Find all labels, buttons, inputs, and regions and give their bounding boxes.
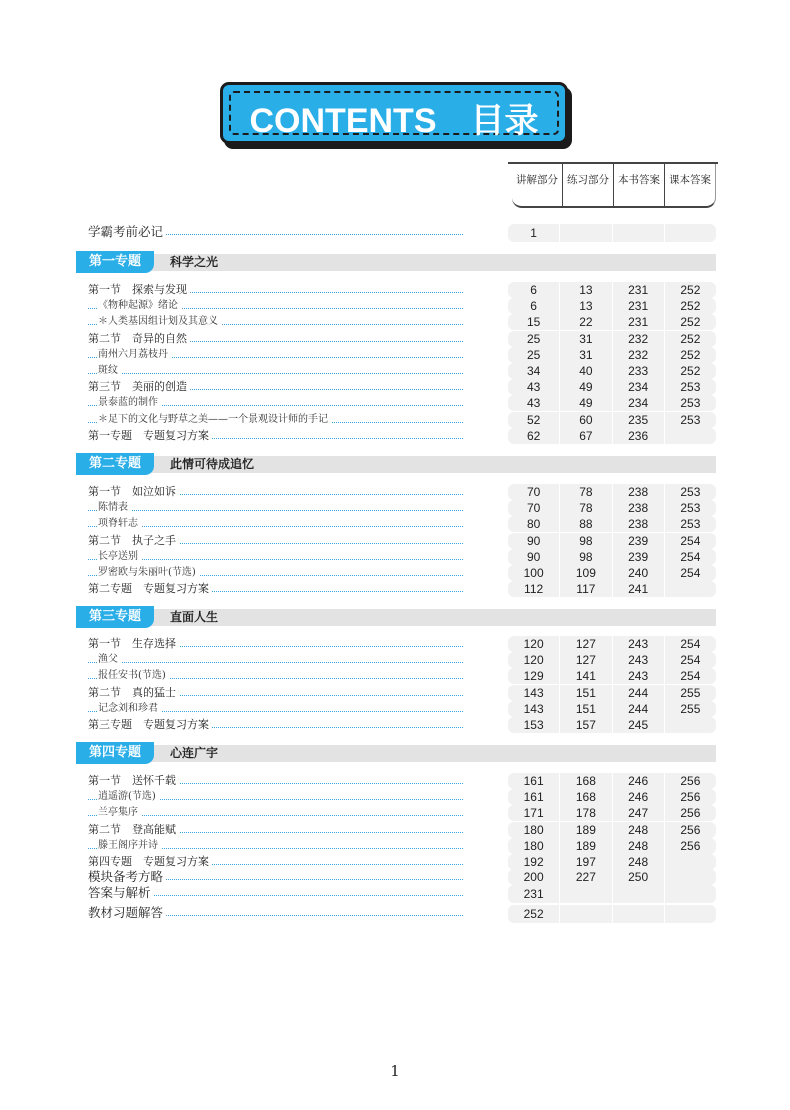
- practice-page: 13: [559, 298, 611, 314]
- toc-entry-label: 学霸考前必记: [88, 224, 166, 240]
- explain-page: 192: [523, 855, 544, 869]
- toc-entry-label: 第二节 奇异的自然: [88, 331, 190, 347]
- book-answer-page: 248: [612, 854, 664, 870]
- practice-page: 31: [559, 347, 611, 363]
- book-answer-page: 234: [612, 379, 664, 395]
- toc-entry-label: 南州六月荔枝丹: [98, 347, 171, 363]
- book-answer-page: 246: [612, 789, 664, 805]
- unit-tag: 第一专题: [76, 251, 154, 273]
- textbook-answer-page: [664, 869, 716, 885]
- toc-row[interactable]: [88, 854, 716, 870]
- textbook-answer-page: [664, 885, 716, 903]
- book-answer-page: 248: [612, 838, 664, 854]
- toc-entry-label: 第一节 如泣如诉: [88, 484, 179, 500]
- explain-page: 120: [523, 653, 544, 667]
- page-number-cells: [508, 885, 716, 903]
- practice-page: 40: [559, 363, 611, 379]
- toc-entry-label: 长亭送别: [98, 549, 141, 565]
- textbook-answer-page: 254: [664, 549, 716, 565]
- book-answer-page: 234: [612, 395, 664, 411]
- explain-page: 25: [526, 332, 541, 346]
- practice-page: 78: [559, 484, 611, 500]
- textbook-answer-page: 256: [664, 773, 716, 789]
- explain-page: 252: [523, 907, 544, 921]
- explain-page: 143: [523, 686, 544, 700]
- book-answer-page: [612, 224, 664, 242]
- practice-page: 178: [559, 805, 611, 821]
- toc-row[interactable]: [88, 789, 716, 805]
- explain-page: 231: [523, 887, 544, 901]
- toc-entry-label: 景泰蓝的制作: [98, 395, 161, 411]
- toc-row[interactable]: [88, 636, 716, 652]
- column-headers: [512, 164, 716, 208]
- page-number-cells: [508, 282, 716, 298]
- practice-page: 22: [559, 314, 611, 330]
- page-number-cells: [508, 701, 716, 717]
- practice-page: 151: [559, 685, 611, 701]
- page-number-cells: [508, 224, 716, 242]
- textbook-answer-page: 255: [664, 685, 716, 701]
- textbook-answer-page: [664, 428, 716, 444]
- toc-row[interactable]: [88, 581, 716, 597]
- explain-page: 52: [526, 413, 541, 427]
- explain-page: 200: [523, 870, 544, 884]
- page-number-cells: [508, 805, 716, 821]
- explain-page: 161: [523, 790, 544, 804]
- toc-row[interactable]: [88, 822, 716, 838]
- textbook-answer-page: 256: [664, 805, 716, 821]
- toc-row[interactable]: [88, 905, 716, 923]
- textbook-answer-page: 253: [664, 395, 716, 411]
- book-answer-page: 232: [612, 347, 664, 363]
- leader-dots: [88, 662, 463, 663]
- col-header-textbook-answer: 课本答案: [664, 164, 715, 206]
- book-answer-page: 235: [612, 412, 664, 428]
- toc-entry-label: 答案与解析: [88, 885, 154, 901]
- textbook-answer-page: [664, 224, 716, 242]
- unit-tag: 第四专题: [76, 742, 154, 764]
- textbook-answer-page: 252: [664, 363, 716, 379]
- textbook-answer-page: 253: [664, 484, 716, 500]
- textbook-answer-page: 255: [664, 701, 716, 717]
- textbook-answer-page: 254: [664, 565, 716, 581]
- book-answer-page: 238: [612, 500, 664, 516]
- book-answer-page: 243: [612, 636, 664, 652]
- practice-page: 227: [559, 869, 611, 885]
- toc-row[interactable]: [88, 224, 716, 242]
- page-number-cells: [508, 395, 716, 411]
- book-answer-page: 238: [612, 516, 664, 532]
- practice-page: 141: [559, 668, 611, 684]
- toc-row[interactable]: [88, 668, 716, 684]
- toc-row[interactable]: [88, 885, 716, 903]
- page-title: [223, 93, 565, 142]
- explain-page: 143: [523, 702, 544, 716]
- practice-page: [559, 224, 611, 242]
- textbook-answer-page: 254: [664, 533, 716, 549]
- toc-entry-label: 第一节 送怀千载: [88, 773, 179, 789]
- toc-row[interactable]: [88, 282, 716, 298]
- practice-page: 168: [559, 789, 611, 805]
- unit-title: 心连广宇: [170, 746, 219, 760]
- practice-page: 189: [559, 822, 611, 838]
- page-number-cells: [508, 869, 716, 885]
- textbook-answer-page: 254: [664, 636, 716, 652]
- toc-entry-label: 报任安书(节选): [98, 668, 169, 684]
- explain-page: 180: [523, 839, 544, 853]
- page-number-cells: [508, 379, 716, 395]
- page-number-cells: [508, 516, 716, 532]
- book-answer-page: 241: [612, 581, 664, 597]
- textbook-answer-page: 256: [664, 822, 716, 838]
- explain-page: 1: [530, 226, 537, 240]
- textbook-answer-page: 253: [664, 516, 716, 532]
- page-number-cells: [508, 581, 716, 597]
- textbook-answer-page: 253: [664, 500, 716, 516]
- textbook-answer-page: [664, 854, 716, 870]
- practice-page: 117: [559, 581, 611, 597]
- toc-entry-label: 第二节 登高能赋: [88, 822, 179, 838]
- explain-page: 90: [526, 534, 541, 548]
- toc-entry-label: 第三节 美丽的创造: [88, 379, 190, 395]
- toc-row[interactable]: [88, 395, 716, 411]
- practice-page: 67: [559, 428, 611, 444]
- textbook-answer-page: 254: [664, 668, 716, 684]
- explain-page: 6: [530, 283, 537, 297]
- explain-page: 70: [526, 485, 541, 499]
- page-number-cells: [508, 773, 716, 789]
- book-answer-page: 250: [612, 869, 664, 885]
- book-answer-page: [612, 905, 664, 923]
- explain-page: 80: [526, 517, 541, 531]
- practice-page: 98: [559, 549, 611, 565]
- toc-entry-label: 罗密欧与朱丽叶(节选): [98, 565, 199, 581]
- toc-entry-label: ＊足下的文化与野草之美——一个景观设计师的手记: [98, 412, 331, 428]
- textbook-answer-page: 252: [664, 347, 716, 363]
- textbook-answer-page: 256: [664, 789, 716, 805]
- book-answer-page: 238: [612, 484, 664, 500]
- page-number-cells: [508, 822, 716, 838]
- book-answer-page: 244: [612, 685, 664, 701]
- practice-page: 49: [559, 395, 611, 411]
- explain-page: 34: [526, 364, 541, 378]
- explain-page: 90: [526, 550, 541, 564]
- toc-entry-label: 第二节 执子之手: [88, 533, 179, 549]
- textbook-answer-page: 256: [664, 838, 716, 854]
- explain-page: 43: [526, 396, 541, 410]
- toc-entry-label: 渔父: [98, 652, 121, 668]
- page-number-cells: [508, 549, 716, 565]
- textbook-answer-page: 252: [664, 298, 716, 314]
- practice-page: [559, 885, 611, 903]
- toc-entry-label: 第一节 生存选择: [88, 636, 179, 652]
- book-answer-page: 244: [612, 701, 664, 717]
- page-number-cells: [508, 789, 716, 805]
- explain-page: 43: [526, 380, 541, 394]
- textbook-answer-page: [664, 717, 716, 733]
- practice-page: 151: [559, 701, 611, 717]
- explain-page: 171: [523, 806, 544, 820]
- page-number-cells: [508, 314, 716, 330]
- textbook-answer-page: 252: [664, 282, 716, 298]
- explain-page: 25: [526, 348, 541, 362]
- page-number-cells: [508, 636, 716, 652]
- toc-entry-label: 《物种起源》绪论: [98, 298, 181, 314]
- page-number-cells: [508, 298, 716, 314]
- toc-row[interactable]: [88, 379, 716, 395]
- toc-entry-label: 第一专题 专题复习方案: [88, 428, 212, 444]
- book-answer-page: 247: [612, 805, 664, 821]
- page-number-cells: [508, 685, 716, 701]
- toc-row[interactable]: [88, 533, 716, 549]
- practice-page: 31: [559, 331, 611, 347]
- book-answer-page: 231: [612, 282, 664, 298]
- book-answer-page: 246: [612, 773, 664, 789]
- page-number-cells: [508, 905, 716, 923]
- page-number-cells: [508, 484, 716, 500]
- unit-title: 此情可待成追忆: [170, 457, 255, 471]
- title-cn: 目录: [470, 102, 539, 140]
- textbook-answer-page: 252: [664, 331, 716, 347]
- toc-entry-label: 教材习题解答: [88, 905, 166, 921]
- book-answer-page: 248: [612, 822, 664, 838]
- page-number-cells: [508, 363, 716, 379]
- toc-row[interactable]: [88, 298, 716, 314]
- unit-tag: 第二专题: [76, 453, 154, 475]
- textbook-answer-page: [664, 581, 716, 597]
- toc-row[interactable]: [88, 347, 716, 363]
- toc-row[interactable]: [88, 331, 716, 347]
- toc-entry-label: 模块备考方略: [88, 869, 166, 885]
- practice-page: 127: [559, 652, 611, 668]
- toc-entry-label: 斑纹: [98, 363, 121, 379]
- book-answer-page: 239: [612, 533, 664, 549]
- toc-entry-label: 第二专题 专题复习方案: [88, 581, 212, 597]
- unit-title: 直面人生: [170, 610, 219, 624]
- toc-row[interactable]: [88, 652, 716, 668]
- toc-entry-label: 陈情表: [98, 500, 131, 516]
- book-answer-page: 232: [612, 331, 664, 347]
- unit-banner: [76, 606, 716, 628]
- toc-row[interactable]: [88, 869, 716, 885]
- practice-page: 157: [559, 717, 611, 733]
- practice-page: 78: [559, 500, 611, 516]
- unit-banner: [76, 251, 716, 273]
- unit-title: 科学之光: [170, 255, 219, 269]
- page-number-cells: [508, 838, 716, 854]
- explain-page: 112: [524, 582, 544, 596]
- page-number-cells: [508, 428, 716, 444]
- toc-row[interactable]: [88, 838, 716, 854]
- toc-row[interactable]: [88, 805, 716, 821]
- book-answer-page: 240: [612, 565, 664, 581]
- toc-row[interactable]: [88, 516, 716, 532]
- book-answer-page: 245: [612, 717, 664, 733]
- unit-banner: [76, 453, 716, 475]
- explain-page: 120: [523, 637, 544, 651]
- leader-dots: [88, 373, 463, 374]
- practice-page: 13: [559, 282, 611, 298]
- book-answer-page: 231: [612, 298, 664, 314]
- textbook-answer-page: 253: [664, 379, 716, 395]
- textbook-answer-page: 253: [664, 412, 716, 428]
- practice-page: 189: [559, 838, 611, 854]
- page-number-cells: [508, 500, 716, 516]
- book-answer-page: [612, 885, 664, 903]
- toc-row[interactable]: [88, 428, 716, 444]
- page-number-cells: [508, 412, 716, 428]
- explain-page: 129: [523, 669, 544, 683]
- book-answer-page: 233: [612, 363, 664, 379]
- contents-title-box: [220, 82, 568, 144]
- textbook-answer-page: 252: [664, 314, 716, 330]
- toc-row[interactable]: [88, 717, 716, 733]
- col-header-practice: 练习部分: [562, 164, 613, 206]
- toc-row[interactable]: [88, 363, 716, 379]
- page-number-cells: [508, 565, 716, 581]
- unit-banner: [76, 742, 716, 764]
- practice-page: 98: [559, 533, 611, 549]
- toc-entry-label: 兰亭集序: [98, 805, 141, 821]
- practice-page: [559, 905, 611, 923]
- toc-entry-label: ＊人类基因组计划及其意义: [98, 314, 221, 330]
- toc-row[interactable]: [88, 484, 716, 500]
- book-answer-page: 239: [612, 549, 664, 565]
- leader-dots: [88, 526, 463, 527]
- toc-row[interactable]: [88, 701, 716, 717]
- textbook-answer-page: 254: [664, 652, 716, 668]
- practice-page: 60: [559, 412, 611, 428]
- toc-entry-label: 第三专题 专题复习方案: [88, 717, 212, 733]
- book-answer-page: 231: [612, 314, 664, 330]
- toc-entry-label: 项脊轩志: [98, 516, 141, 532]
- practice-page: 197: [559, 854, 611, 870]
- toc-entry-label: 第二节 真的猛士: [88, 685, 179, 701]
- leader-dots: [88, 510, 463, 511]
- page-number-cells: [508, 652, 716, 668]
- explain-page: 6: [530, 299, 537, 313]
- leader-dots: [88, 559, 463, 560]
- explain-page: 180: [523, 823, 544, 837]
- page-number-cells: [508, 347, 716, 363]
- col-header-explain: 讲解部分: [516, 174, 558, 186]
- toc-entry-label: 第四专题 专题复习方案: [88, 854, 212, 870]
- unit-tag: 第三专题: [76, 606, 154, 628]
- toc-entry-label: 滕王阁序并诗: [98, 838, 161, 854]
- page-number-cells: [508, 331, 716, 347]
- page-number-cells: [508, 717, 716, 733]
- book-answer-page: 243: [612, 668, 664, 684]
- explain-page: 15: [526, 315, 541, 329]
- explain-page: 62: [526, 429, 541, 443]
- leader-dots: [88, 815, 463, 816]
- page-number-cells: [508, 533, 716, 549]
- page-number: 1: [390, 1062, 400, 1080]
- toc-row[interactable]: [88, 773, 716, 789]
- toc-entry-label: 记念刘和珍君: [98, 701, 161, 717]
- explain-page: 153: [523, 718, 544, 732]
- toc-entry-label: 第一节 探索与发现: [88, 282, 190, 298]
- practice-page: 49: [559, 379, 611, 395]
- practice-page: 127: [559, 636, 611, 652]
- toc-row[interactable]: [88, 500, 716, 516]
- explain-page: 161: [523, 774, 544, 788]
- book-answer-page: 243: [612, 652, 664, 668]
- toc-row[interactable]: [88, 685, 716, 701]
- practice-page: 168: [559, 773, 611, 789]
- col-header-book-answer: 本书答案: [613, 164, 664, 206]
- toc-row[interactable]: [88, 412, 716, 428]
- explain-page: 70: [526, 501, 541, 515]
- toc-row[interactable]: [88, 314, 716, 330]
- practice-page: 109: [559, 565, 611, 581]
- title-en: CONTENTS: [249, 102, 437, 140]
- page-number-cells: [508, 668, 716, 684]
- toc-row[interactable]: [88, 549, 716, 565]
- toc-row[interactable]: [88, 565, 716, 581]
- textbook-answer-page: [664, 905, 716, 923]
- book-answer-page: 236: [612, 428, 664, 444]
- toc-entry-label: 逍遥游(节选): [98, 789, 159, 805]
- explain-page: 100: [523, 566, 544, 580]
- practice-page: 88: [559, 516, 611, 532]
- page-number-cells: [508, 854, 716, 870]
